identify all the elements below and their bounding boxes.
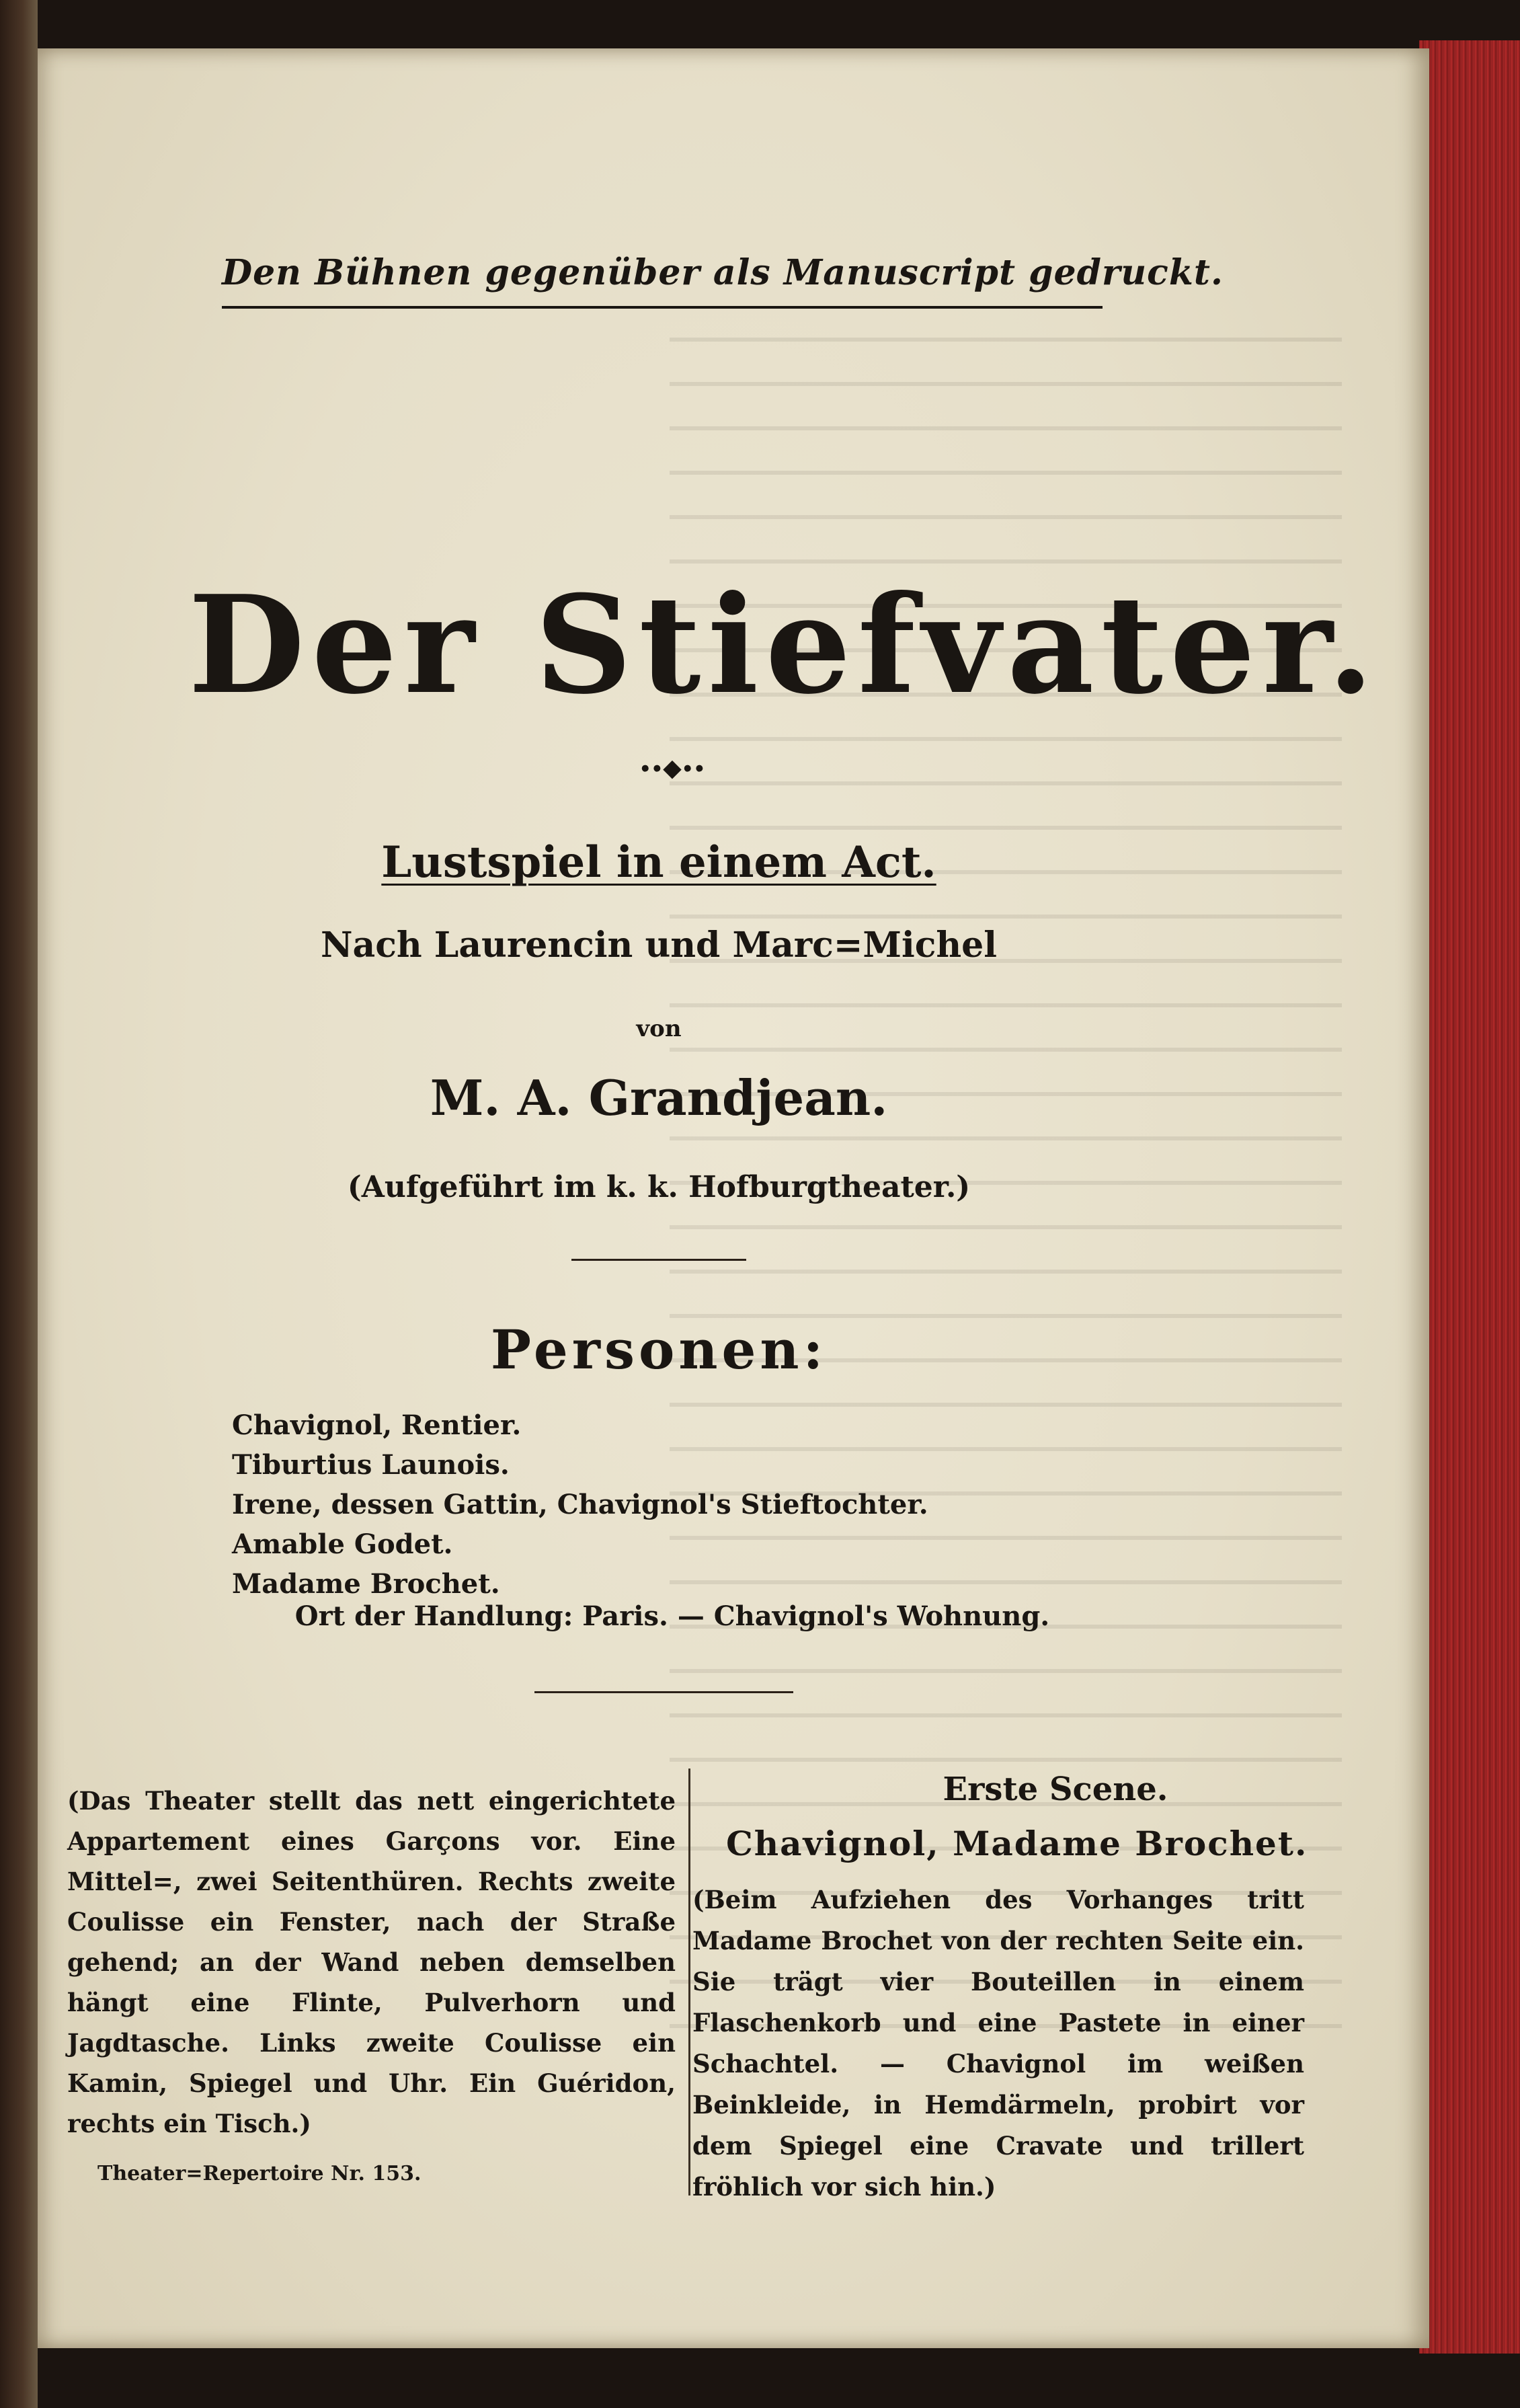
cast-item: Chavignol, Rentier. — [232, 1409, 522, 1441]
stage-direction: (Das Theater stellt das nett eingerichtete Appartement eines Garçons vor. Eine Mittel=, zwei Seitenthüren. Rechts zweite Coulisse ein Fenster, nach der Straße gehend; an der Wand neben demselben hängt eine Flinte, Pulverhorn und Jagdtasche. Links zweite Coulisse ein Kamin, Spiegel und Uhr. Ein Guéridon, rechts ein Tisch.) — [67, 1786, 676, 2138]
author-name: M. A. Grandjean. — [430, 1069, 888, 1126]
scene-persons: Chavignol, Madame Brochet. — [726, 1824, 1308, 1863]
by-word: von — [636, 1015, 682, 1042]
book-spine-edge — [0, 0, 38, 2408]
performance-note: (Aufgeführt im k. k. Hofburgtheater.) — [347, 1170, 971, 1204]
scene-direction: (Beim Aufziehen des Vorhanges tritt Madame Brochet von der rechten Seite ein. Sie trägt vier Bouteillen in einem Flaschenkorb und eine Pastete in einer Schachtel. — Chavignol im weißen Beinkleide, in Hemdärmeln, probirt vor dem Spiegel eine Cravate und trillert fröhlich vor sich hin.) — [692, 1885, 1304, 2202]
stage-direction-column — [67, 1781, 676, 2144]
header-rule — [222, 306, 1103, 309]
play-title: Der Stiefvater. — [188, 566, 1381, 724]
play-genre: Lustspiel in einem Act. — [381, 837, 936, 888]
section-rule — [534, 1691, 793, 1693]
printing-notice: Den Bühnen gegenüber als Manuscript gedruckt. — [222, 252, 1224, 293]
scene-direction-column — [692, 1879, 1304, 2208]
cast-item: Amable Godet. — [232, 1528, 453, 1560]
book-page-edges — [1419, 40, 1520, 2354]
title-ornament: ∙∙◆∙∙ — [639, 754, 706, 782]
adaptation-credit: Nach Laurencin und Marc=Michel — [320, 925, 998, 966]
cast-item: Irene, dessen Gattin, Chavignol's Stieftochter. — [232, 1489, 928, 1520]
cast-item: Tiburtius Launois. — [232, 1449, 510, 1481]
cast-list — [232, 1405, 1106, 1604]
setting-line: Ort der Handlung: Paris. — Chavignol's Wohnung. — [294, 1600, 1050, 1632]
repertoire-number: Theater=Repertoire Nr. 153. — [97, 2162, 422, 2185]
persons-heading: Personen: — [490, 1318, 828, 1381]
column-divider — [688, 1769, 690, 2196]
cast-item: Madame Brochet. — [232, 1568, 500, 1600]
scene-title: Erste Scene. — [943, 1771, 1168, 1808]
section-rule — [571, 1259, 746, 1261]
